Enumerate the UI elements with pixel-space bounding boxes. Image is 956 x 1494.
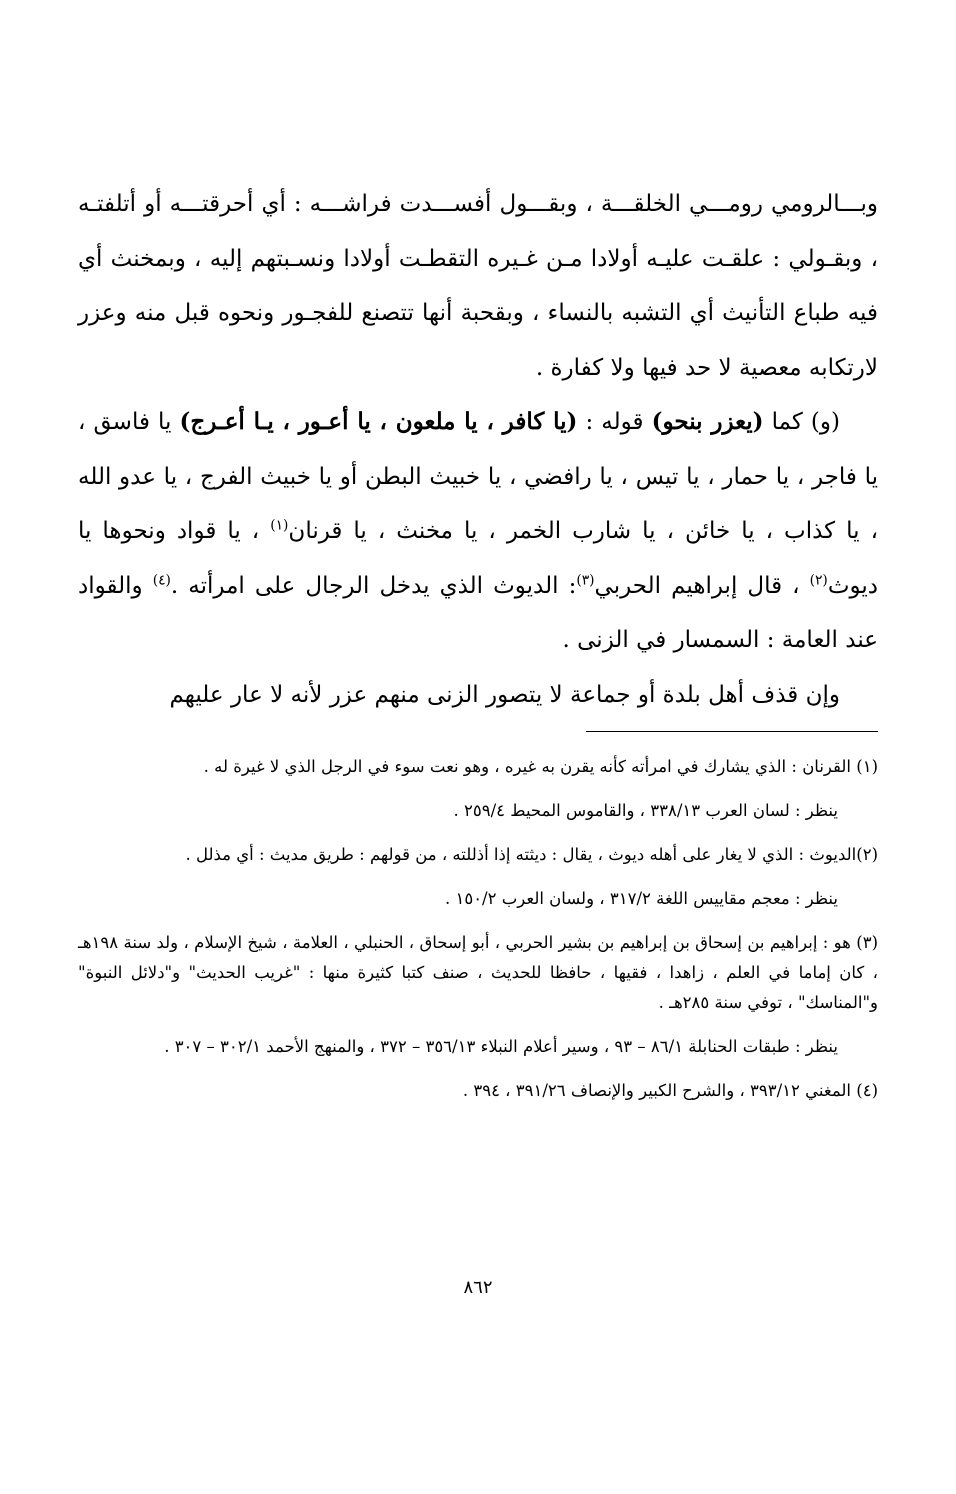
footnote-3: (٣) هو : إبراهيم بن إسحاق بن إبراهيم بن بشير الحربي ، أبو إسحاق ، الحنبلي ، العلامة ، شيخ الإسلام ، ولد سنة ١٩٨هـ ، كان إماما في العلم ، زاهدا ، فقيها ، حافظا للحديث ، صنف كتبا كثيرة منها : "غريب الحديث" و"دلائل النبوة" و"المناسك" ، توفي سنة ٢٨٥هـ . — [78, 933, 878, 1012]
footnote-ref-2[interactable]: (٢) — [809, 571, 828, 588]
paragraph-1: وبـــالرومي رومـــي الخلقـــة ، وبقـــول أفســـدت فراشـــه : أي أحرقتـــه أو أتلفتـه ، وبقـولي : علقـت عليـه أولادا مـن غـيره التقطـت أولادا ونسـبتهم إليه ، وبمخنث أي فيه طباع التأنيث أي التشبه بالنساء ، وبقحبة أنها تتصنع للفجـور ونحوه قبل منه وعزر لارتكابه معصية لا حد فيها ولا كفارة . — [78, 191, 878, 381]
page-number: ٨٦٢ — [463, 1277, 493, 1298]
footnote-ref-1[interactable]: (١) — [270, 517, 289, 534]
footnote-separator — [586, 731, 878, 732]
p2-text-h: : الديوث الذي يدخل الرجال على امرأته . — [170, 572, 577, 599]
footnotes — [78, 752, 878, 1120]
p2-matn-2: (يا كافر ، يا ملعون ، يا أعـور ، يـا أعـرج) — [179, 408, 578, 435]
footnote-2: (٢)الديوث : الذي لا يغار على أهله ديوث ، يقال : ديثته إذا أذللته ، من قولهم : طريق مديث : أي مذلل . — [185, 845, 878, 864]
p2-text-e: يا فاسق ، يا فاجر ، يا حمار ، يا تيس ، يا رافضي ، يا خبيث البطن أو يا خبيث الفرج ، يا عدو الله ، يا كذاب ، يا خائن ، يا شارب الخمر ، يا مخنث ، يا قرنان — [78, 409, 878, 544]
p2-text-i: والقواد عند العامة : السمسار في الزنى . — [78, 572, 878, 653]
paragraph-3: وإن قذف أهل بلدة أو جماعة لا يتصور الزنى منهم عزر لأنه لا عار عليهم — [169, 681, 840, 708]
main-text — [78, 177, 878, 722]
footnote-3-source: ينظر : طبقات الحنابلة ٨٦/١ – ٩٣ ، وسير أعلام النبلاء ٣٥٦/١٣ – ٣٧٢ ، والمنهج الأحمد ٣٠٢/١ – ٣٠٧ . — [164, 1037, 838, 1056]
footnote-1-source: ينظر : لسان العرب ٣٣٨/١٣ ، والقاموس المحيط ٢٥٩/٤ . — [453, 801, 838, 820]
p2-matn-1: (يعزر بنحو) — [651, 408, 764, 435]
paragraph-2 — [78, 395, 878, 668]
footnote-ref-3[interactable]: (٣) — [576, 571, 595, 588]
p2-text-f: ، يا قواد ونحوها يا ديوث — [78, 518, 878, 599]
footnote-2-source: ينظر : معجم مقاييس اللغة ٣١٧/٢ ، ولسان العرب ١٥٠/٢ . — [444, 889, 838, 908]
p2-text-g: ، قال إبراهيم الحربي — [594, 572, 810, 599]
footnote-ref-4[interactable]: (٤) — [152, 571, 171, 588]
p2-text-a: (و) كما — [763, 409, 840, 435]
footnote-1: (١) القرنان : الذي يشارك في امرأته كأنه يقرن به غيره ، وهو نعت سوء في الرجل الذي لا غيرة له . — [203, 757, 878, 776]
p2-text-c: قوله : — [577, 409, 652, 435]
footnote-4: (٤) المغني ٣٩٣/١٢ ، والشرح الكبير والإنصاف ٣٩١/٢٦ ، ٣٩٤ . — [462, 1081, 878, 1100]
